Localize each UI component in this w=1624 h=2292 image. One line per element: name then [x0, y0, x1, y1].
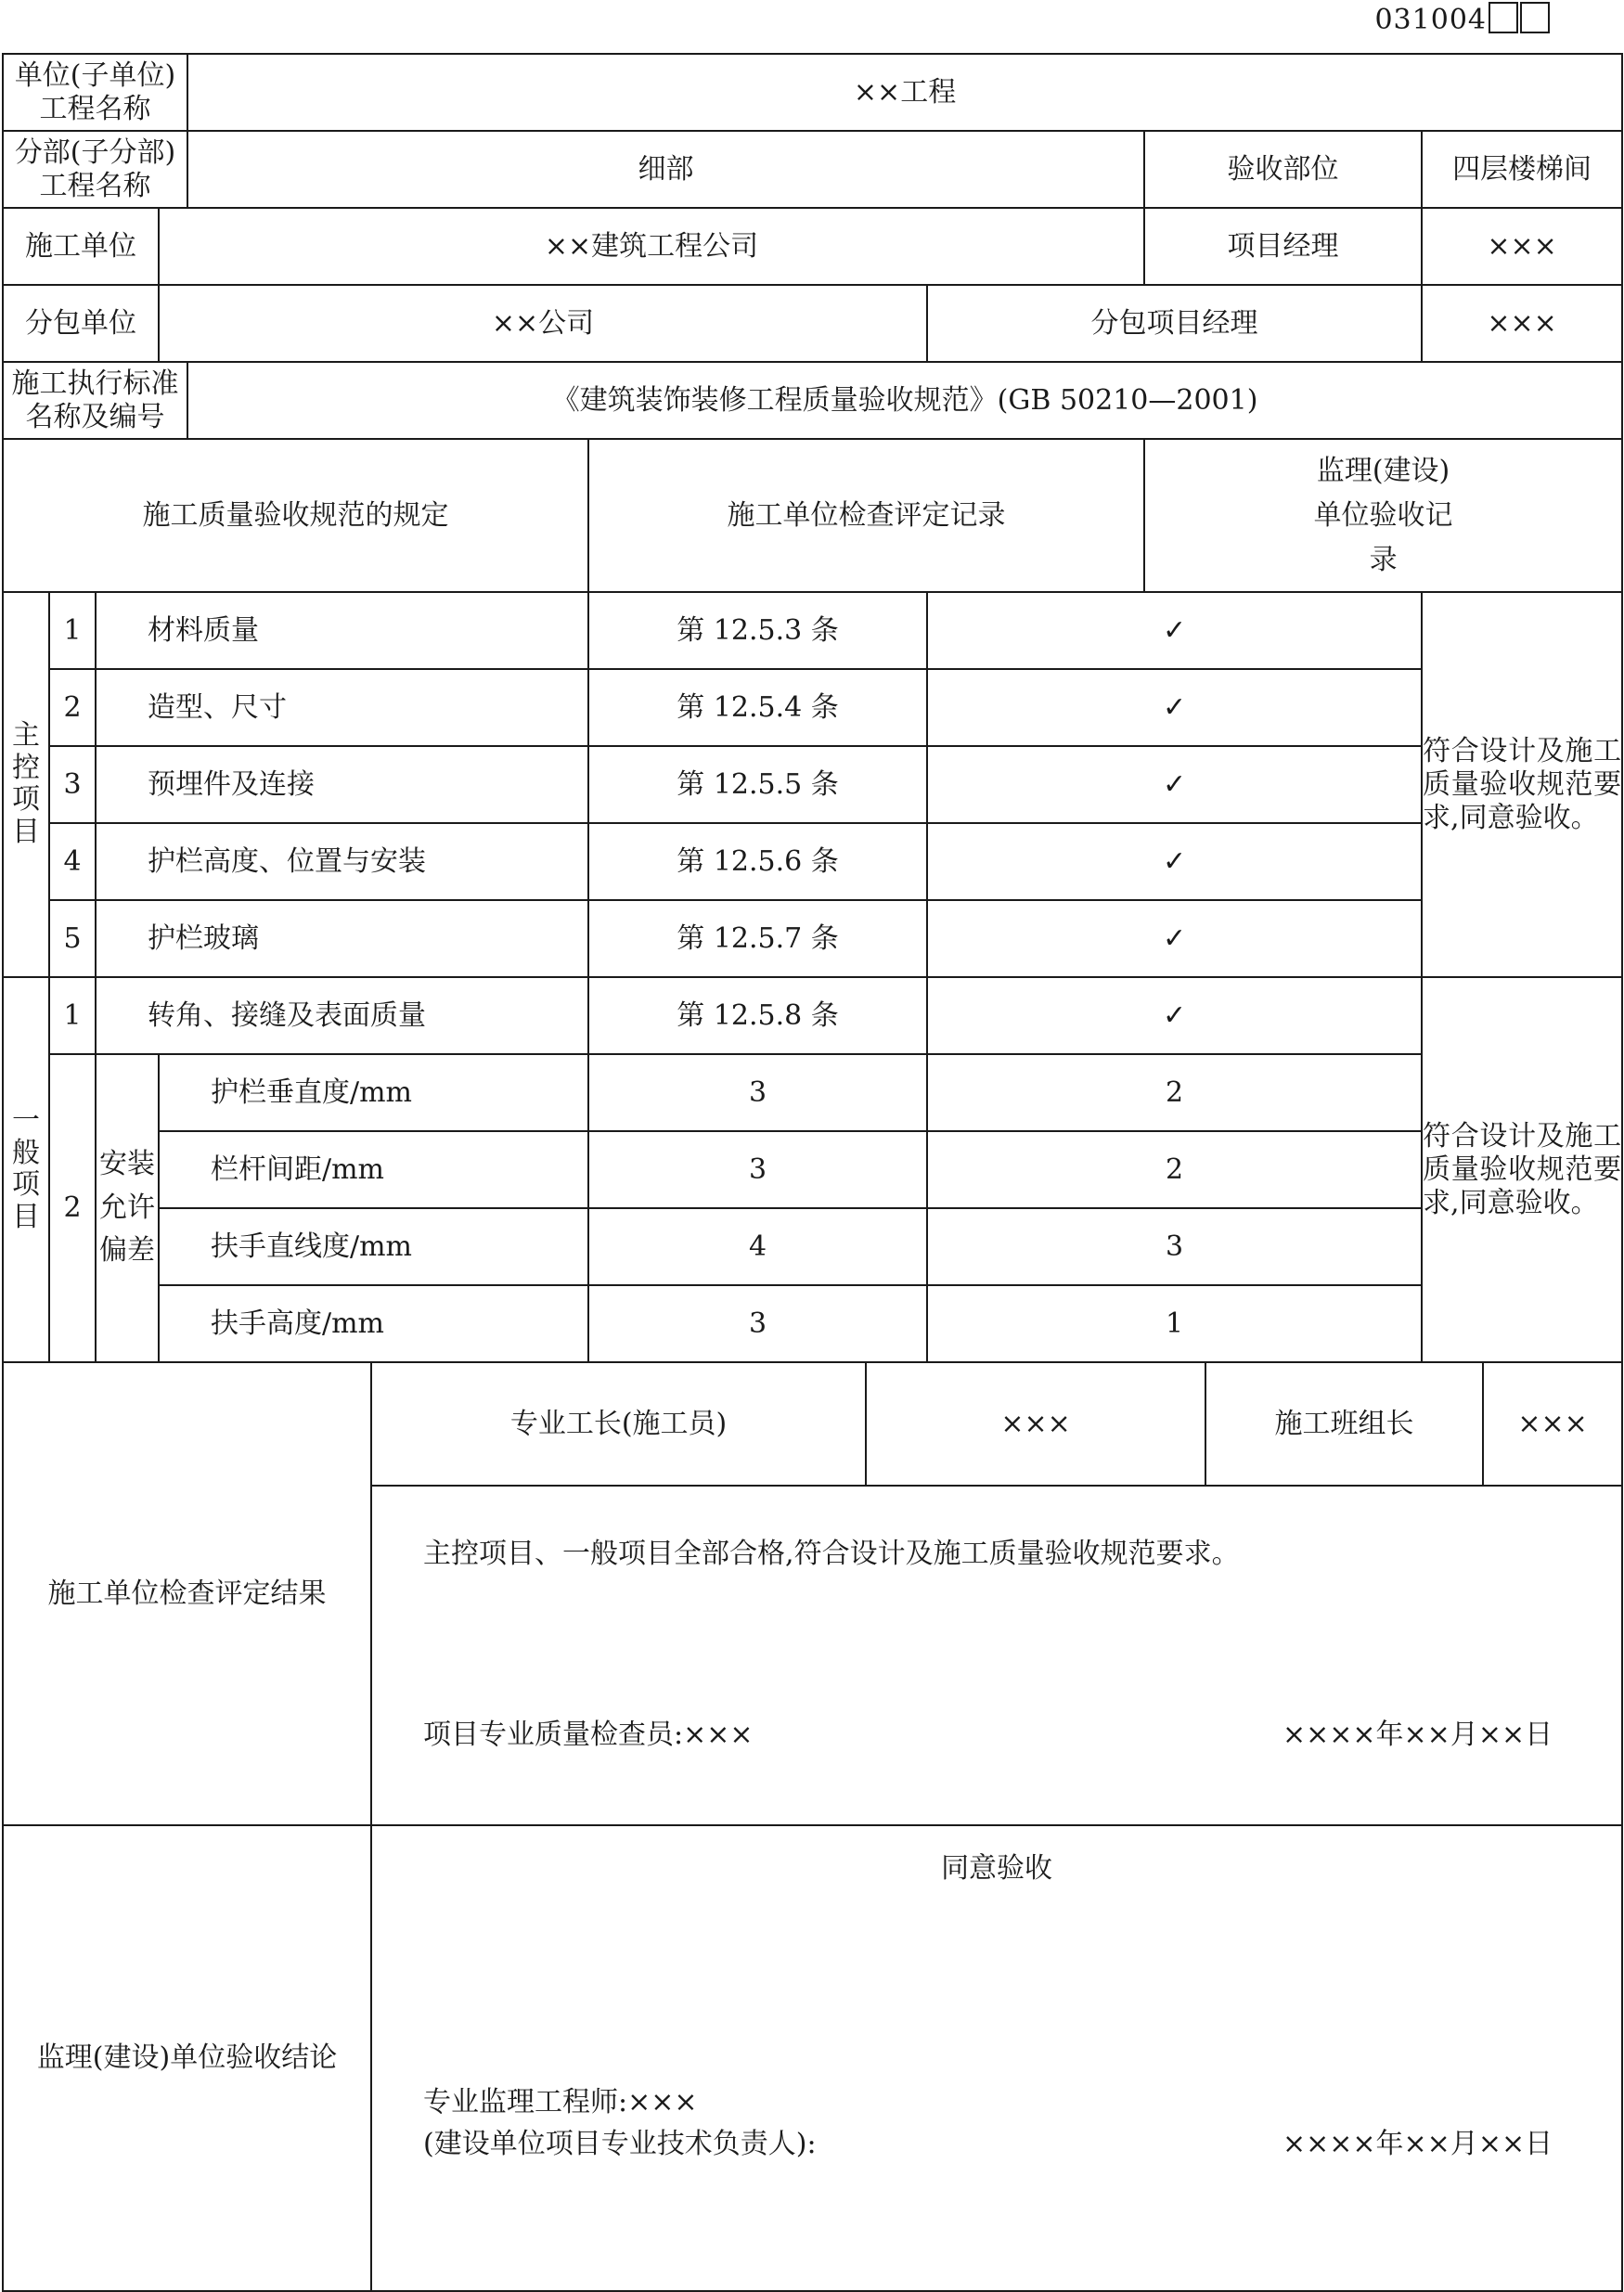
item-no: 1 [49, 977, 96, 1054]
sub-pm-label: 分包项目经理 [927, 285, 1422, 362]
allowed-deviation: 3 [588, 1131, 927, 1208]
contractor-conclusion: 主控项目、一般项目全部合格,符合设计及施工质量验收规范要求。 [423, 1538, 1240, 1570]
subcontractor-value: ××公司 [159, 285, 927, 362]
engineer-signature: 专业监理工程师:××× [423, 2086, 698, 2118]
contractor-value: ××建筑工程公司 [159, 208, 1144, 285]
row-unit-project [3, 54, 1622, 131]
deviation-group-cell [96, 1054, 159, 1362]
measured-deviation: 2 [927, 1054, 1422, 1131]
measured-deviation: 3 [927, 1208, 1422, 1285]
deviation-name: 扶手高度/mm [159, 1285, 588, 1362]
row-subcontractor [3, 285, 1622, 362]
row-standard [3, 362, 1622, 439]
item-no: 4 [49, 823, 96, 900]
code-box-1 [1489, 2, 1518, 33]
sub-project-value: 细部 [187, 131, 1144, 208]
general-opinion: 符合设计及施工质量验收规范要求,同意验收。 [1423, 1119, 1622, 1219]
main-control-opinion-cell [1422, 592, 1622, 977]
row-contractor [3, 208, 1622, 285]
row-supervisor-result [3, 1825, 1622, 2291]
standard-value: 《建筑装饰装修工程质量验收规范》(GB 50210—2001) [187, 362, 1622, 439]
item-clause: 第 12.5.7 条 [588, 900, 927, 977]
measured-deviation: 2 [927, 1131, 1422, 1208]
supervisor-conclusion: 同意验收 [941, 1852, 1053, 1885]
check-mark: ✓ [927, 977, 1422, 1054]
deviation-row [3, 1208, 1622, 1285]
unit-project-label: 单位(子单位)工程名称 [3, 54, 187, 131]
sub-pm-value: ××× [1422, 285, 1622, 362]
check-mark: ✓ [927, 746, 1422, 823]
main-item-row [3, 900, 1622, 977]
item-clause: 第 12.5.5 条 [588, 746, 927, 823]
document-code [1374, 2, 1550, 36]
item-no: 3 [49, 746, 96, 823]
deviation-name: 护栏垂直度/mm [159, 1054, 588, 1131]
main-item-row [3, 746, 1622, 823]
acceptance-part-value: 四层楼梯间 [1422, 131, 1622, 208]
contractor-result-body [371, 1486, 1622, 1825]
general-label: 一般项目 [12, 1104, 40, 1233]
main-control-label-cell [3, 592, 49, 977]
item-name: 造型、尺寸 [96, 669, 588, 746]
deviation-name: 栏杆间距/mm [159, 1131, 588, 1208]
main-item-row [3, 669, 1622, 746]
owner-rep-signature: (建设单位项目专业技术负责人): [423, 2128, 817, 2160]
row-signatories [3, 1362, 1622, 1486]
code-box-2 [1520, 2, 1550, 33]
contractor-label: 施工单位 [3, 208, 159, 285]
foreman-value: ××× [866, 1362, 1205, 1486]
deviation-row [3, 1131, 1622, 1208]
supervisor-record-header [1144, 439, 1622, 592]
item-clause: 第 12.5.6 条 [588, 823, 927, 900]
team-leader-label: 施工班组长 [1205, 1362, 1483, 1486]
general-opinion-cell [1422, 977, 1622, 1362]
contractor-date: ××××年××月××日 [1282, 1719, 1553, 1751]
general-label-cell [3, 977, 49, 1362]
main-item-row [3, 592, 1622, 669]
check-mark: ✓ [927, 669, 1422, 746]
project-manager-value: ××× [1422, 208, 1622, 285]
inspector-signature: 项目专业质量检查员:××× [423, 1719, 754, 1751]
main-item-row [3, 823, 1622, 900]
contractor-record-header: 施工单位检查评定记录 [588, 439, 1144, 592]
deviation-group-label: 安装允许偏差 [99, 1148, 155, 1268]
subcontractor-label: 分包单位 [3, 285, 159, 362]
foreman-label: 专业工长(施工员) [371, 1362, 866, 1486]
item-name: 预埋件及连接 [96, 746, 588, 823]
project-manager-label: 项目经理 [1144, 208, 1422, 285]
item-clause: 第 12.5.4 条 [588, 669, 927, 746]
inspection-record-form [2, 53, 1623, 2292]
item-name: 护栏高度、位置与安装 [96, 823, 588, 900]
acceptance-part-label: 验收部位 [1144, 131, 1422, 208]
item-no: 1 [49, 592, 96, 669]
allowed-deviation: 3 [588, 1285, 927, 1362]
supervisor-date: ××××年××月××日 [1282, 2128, 1553, 2160]
item-name: 材料质量 [96, 592, 588, 669]
measured-deviation: 1 [927, 1285, 1422, 1362]
item-no: 2 [49, 669, 96, 746]
check-mark: ✓ [927, 592, 1422, 669]
item-clause: 第 12.5.8 条 [588, 977, 927, 1054]
item-name: 护栏玻璃 [96, 900, 588, 977]
allowed-deviation: 3 [588, 1054, 927, 1131]
general-item-row [3, 977, 1622, 1054]
supervisor-record-header-text: 监理(建设)单位验收记录 [1313, 454, 1453, 576]
unit-project-value: ××工程 [187, 54, 1622, 131]
check-mark: ✓ [927, 823, 1422, 900]
document-code-number: 031004 [1374, 4, 1487, 36]
deviation-name: 扶手直线度/mm [159, 1208, 588, 1285]
item-no: 2 [49, 1054, 96, 1362]
item-no: 5 [49, 900, 96, 977]
row-column-headers [3, 439, 1622, 592]
sub-project-label: 分部(子分部)工程名称 [3, 131, 187, 208]
contractor-result-label: 施工单位检查评定结果 [3, 1362, 371, 1825]
standard-label: 施工执行标准名称及编号 [3, 362, 187, 439]
deviation-row [3, 1285, 1622, 1362]
check-mark: ✓ [927, 900, 1422, 977]
deviation-row [3, 1054, 1622, 1131]
supervisor-result-body [371, 1825, 1622, 2291]
main-control-opinion: 符合设计及施工质量验收规范要求,同意验收。 [1423, 734, 1622, 834]
item-clause: 第 12.5.3 条 [588, 592, 927, 669]
main-control-label: 主控项目 [12, 719, 40, 848]
allowed-deviation: 4 [588, 1208, 927, 1285]
supervisor-result-label: 监理(建设)单位验收结论 [3, 1825, 371, 2291]
spec-column-header: 施工质量验收规范的规定 [3, 439, 588, 592]
team-leader-value: ××× [1483, 1362, 1622, 1486]
row-sub-project [3, 131, 1622, 208]
item-name: 转角、接缝及表面质量 [96, 977, 588, 1054]
